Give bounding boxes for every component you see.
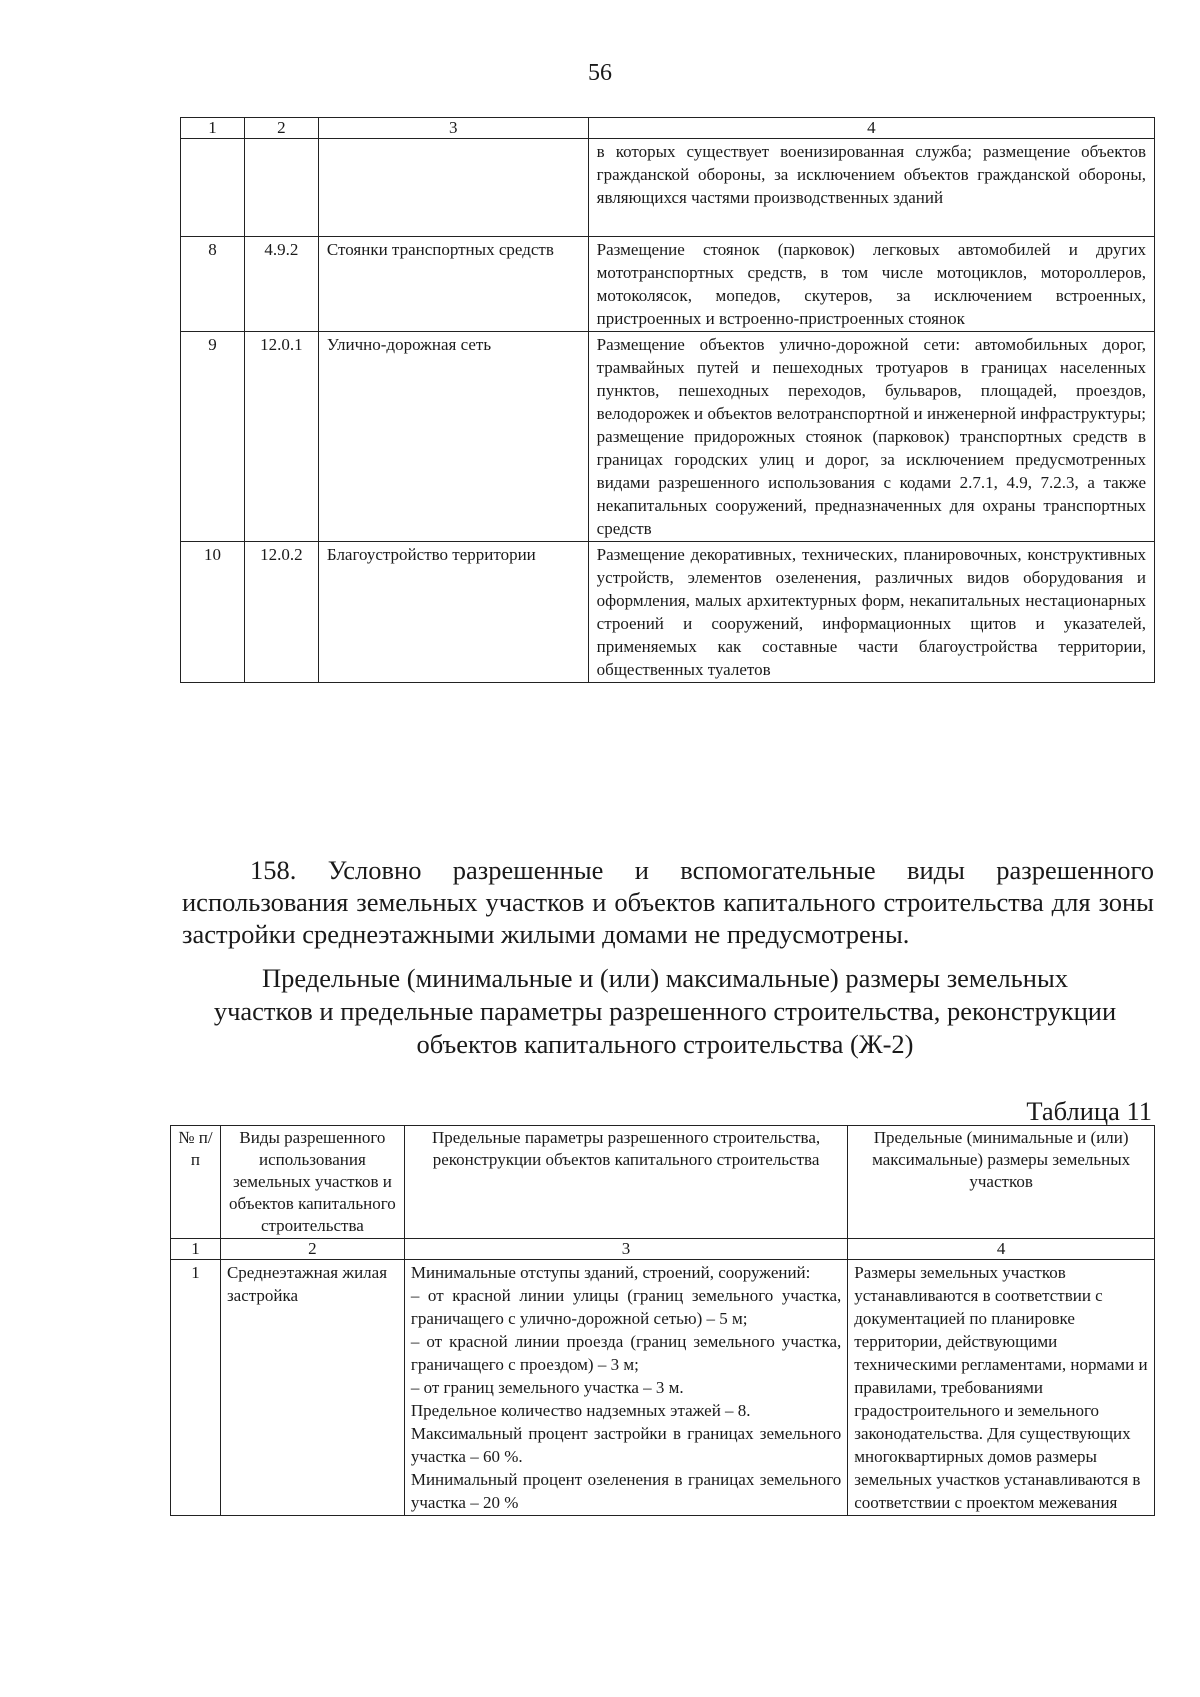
column-number: 1 bbox=[171, 1239, 221, 1260]
row-name: Благоустройство территории bbox=[318, 542, 588, 683]
row-description: Размещение стоянок (парковок) легковых автомобилей и других мототранспортных средств, в том числе мотоциклов, мотороллеров, мотоколясок, мопедов, скутеров, за исключением встроенных, пристроенных и встроенно-пристроенных стоянок bbox=[588, 237, 1154, 332]
row-type: Среднеэтажная жилая застройка bbox=[220, 1260, 404, 1516]
parameter-line: Предельное количество надземных этажей – 8. bbox=[410, 1401, 751, 1420]
table-row bbox=[181, 542, 1155, 683]
row-number: 8 bbox=[181, 237, 245, 332]
section-heading bbox=[170, 962, 1160, 1061]
row-name: Улично-дорожная сеть bbox=[318, 332, 588, 542]
paragraph-158: 158. Условно разрешенные и вспомогательные виды разрешенного использования земельных участков и объектов капитального строительства для зоны застройки среднеэтажными жилыми домами не предусмотрены. bbox=[182, 854, 1154, 949]
parameter-line: – от границ земельного участка – 3 м. bbox=[410, 1378, 684, 1397]
heading-line: объектов капитального строительства (Ж-2) bbox=[416, 1029, 914, 1059]
page-number: 56 bbox=[588, 60, 612, 86]
column-number: 3 bbox=[404, 1239, 847, 1260]
row-code: 4.9.2 bbox=[244, 237, 318, 332]
table-row bbox=[181, 139, 1155, 237]
header-cell: Предельные (минимальные и (или) максимальные) размеры земельных участков bbox=[848, 1126, 1155, 1239]
parameter-line: – от красной линии улицы (границ земельного участка, граничащего с улично-дорожной сетью) – 5 м; bbox=[410, 1286, 842, 1328]
land-use-table-continuation bbox=[180, 117, 1155, 683]
heading-line: Предельные (минимальные и (или) максимальные) размеры земельных bbox=[261, 963, 1069, 993]
column-number-row bbox=[181, 118, 1155, 139]
column-number: 2 bbox=[244, 118, 318, 139]
parameter-line: – от красной линии проезда (границ земельного участка, граничащего с проездом) – 3 м; bbox=[410, 1332, 842, 1374]
row-description: Размещение объектов улично-дорожной сети: автомобильных дорог, трамвайных путей и пешеходных тротуаров в границах населенных пунктов, пешеходных переходов, бульваров, площадей, проездов, велодорожек и объектов велотранспортной и инженерной инфраструктуры; размещение придорожных стоянок (парковок) транспортных средств в границах городских улиц и дорог, за исключением предусмотренных видами разрешенного использования с кодами 2.7.1, 4.9, 7.2.3, а также некапитальных сооружений, предназначенных для охраны транспортных средств bbox=[588, 332, 1154, 542]
header-cell: Предельные параметры разрешенного строительства, реконструкции объектов капитального строительства bbox=[404, 1126, 847, 1239]
row-parameters bbox=[404, 1260, 847, 1516]
parameter-line: Минимальные отступы зданий, строений, сооружений: bbox=[410, 1263, 811, 1282]
row-number: 9 bbox=[181, 332, 245, 542]
column-number: 1 bbox=[181, 118, 245, 139]
column-number: 3 bbox=[318, 118, 588, 139]
table-row bbox=[171, 1260, 1155, 1516]
row-code: 12.0.2 bbox=[244, 542, 318, 683]
table-row bbox=[181, 332, 1155, 542]
row-number: 10 bbox=[181, 542, 245, 683]
column-number: 2 bbox=[220, 1239, 404, 1260]
heading-line: участков и предельные параметры разрешенного строительства, реконструкции bbox=[213, 996, 1117, 1026]
header-cell: № п/п bbox=[171, 1126, 221, 1239]
header-cell: Виды разрешенного использования земельных участков и объектов капитального строительства bbox=[220, 1126, 404, 1239]
column-number-row bbox=[171, 1239, 1155, 1260]
row-code: 12.0.1 bbox=[244, 332, 318, 542]
continuation-text: в которых существует военизированная служба; размещение объектов гражданской обороны, за исключением объектов гражданской обороны, являющихся частями производственных зданий bbox=[588, 139, 1154, 237]
row-sizes: Размеры земельных участков устанавливаются в соответствии с документацией по планировке территории, действующими техническими регламентами, нормами и правилами, требованиями градостроительного и земельного законодательства. Для существующих многоквартирных домов размеры земельных участков устанавливаются в соответствии с проектом межевания bbox=[848, 1260, 1155, 1516]
column-number: 4 bbox=[588, 118, 1154, 139]
row-number: 1 bbox=[171, 1260, 221, 1516]
row-name: Стоянки транспортных средств bbox=[318, 237, 588, 332]
header-row bbox=[171, 1126, 1155, 1239]
parameters-table bbox=[170, 1125, 1155, 1516]
table-caption: Таблица 11 bbox=[1026, 1096, 1152, 1126]
parameter-line: Максимальный процент застройки в границах земельного участка – 60 %. bbox=[410, 1424, 842, 1466]
table-row bbox=[181, 237, 1155, 332]
column-number: 4 bbox=[848, 1239, 1155, 1260]
row-description: Размещение декоративных, технических, планировочных, конструктивных устройств, элементов озеленения, различных видов оборудования и оформления, малых архитектурных форм, некапитальных нестационарных строений и сооружений, информационных щитов и указателей, применяемых как составные части благоустройства территории, общественных туалетов bbox=[588, 542, 1154, 683]
parameter-line: Минимальный процент озеленения в границах земельного участка – 20 % bbox=[410, 1470, 842, 1512]
